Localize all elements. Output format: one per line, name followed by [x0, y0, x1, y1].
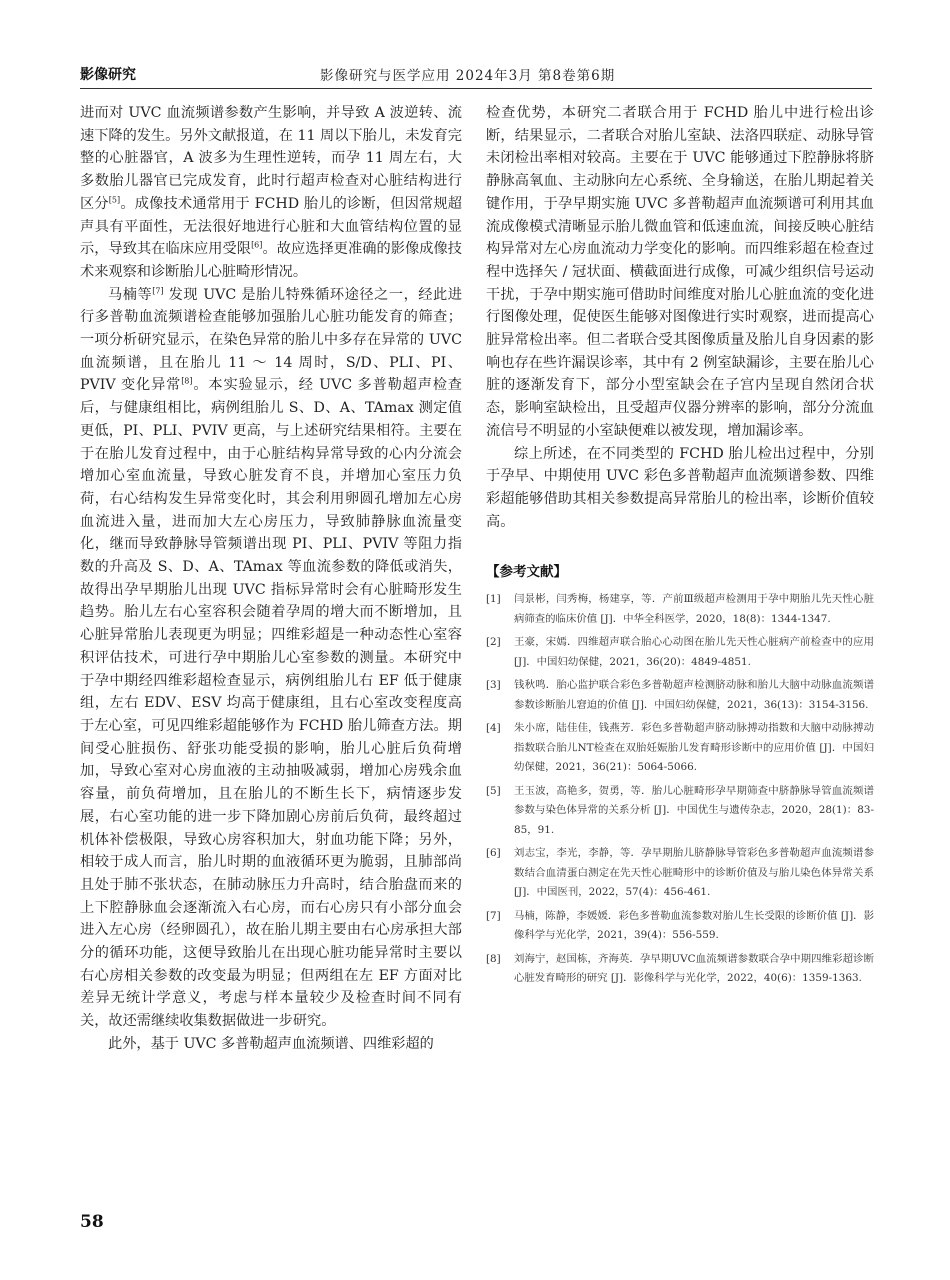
- paragraph: [80, 102, 462, 284]
- reference-text: 朱小席，陆佳佳，钱燕芳．彩色多普勒超声脐动脉搏动指数和大脑中动脉搏动指数联合胎儿NT检查在双胎妊娠胎儿发育畸形诊断中的应用价值 [J]．中国妇幼保健，2021，36(21)：5064-5066.: [514, 722, 874, 774]
- paragraph-text: 进而对 UVC 血流频谱参数产生影响，并导致 A 波逆转、流速下降的发生。另外文献报道，在 11 周以下胎儿，未发育完整的心脏器官，A 波多为生理性逆转，而孕 11 周左右，大多数胎儿器官已完成发育，此时行超声检查对心脏结构进行区分: [80, 105, 462, 212]
- paragraph: 此外，基于 UVC 多普勒超声血流频谱、四维彩超的: [108, 1035, 434, 1052]
- reference-number: [4]: [486, 722, 501, 735]
- paragraph-text: 。故应选择更准确的影像成像技术来观察和诊断胎儿心脏畸形情况。: [80, 241, 462, 280]
- paragraph: 检查优势，本研究二者联合用于 FCHD 胎儿中进行检出诊断，结果显示，二者联合对胎儿室缺、法洛四联症、动脉导管未闭检出率相对较高。主要在于 UVC 能够通过下腔静脉将脐静脉高氧血、主动脉向左心系统、全身输送，在胎儿期起着关键作用，于孕早期实施 UVC 多普勒超声血流频谱可利用其血流成像模式清晰显示胎儿微血管和低速血流，间接反映心脏结构异常对左心房血流动力学变化的影响。而四维彩超在检查过程中选择矢 / 冠状面、横截面进行成像，可减少组织信号运动干扰，于孕中期实施可借助时间维度对胎儿心脏血流的变化进行图像处理，促使医生能够对图像进行实时观察，进而提高心脏异常检出率。但二者联合受其图像质量及胎儿自身因素的影响也存在些许漏误诊率，其中有 2 例室缺漏诊，主要在胎儿心脏的逐渐发育下，部分小型室缺会在子宫内呈现自然闭合状态，影响室缺检出，且受超声仪器分辨率的影响，部分分流血流信号不明显的小室缺便难以被发现，增加漏诊率。: [486, 105, 874, 439]
- paragraph-text: 。本实验显示，经 UVC 多普勒超声检查后，与健康组相比，病例组胎儿 S、D、A、TAmax 测定值更低，PI、PLI、PVIV 更高，与上述研究结果相符。主要在于在胎儿发育过程中，由于心脏结构异常导致的心内分流会增加心室血流量，导致心脏发育不良，并增加心室压力负荷，右心结构发生异常变化时，其会利用卵圆孔增加左心房血流进入量，进而加大左心房压力，导致肺静脉血流量变化，继而导致静脉导管频谱出现 PI、PLI、PVIV 等阻力指数的升高及 S、D、A、TAmax 等血流参数的降低或消失，故得出孕早期胎儿出现 UVC 指标异常时会有心脏畸形发生趋势。胎儿左右心室容积会随着孕周的增大而不断增加，且心脏异常胎儿表现更为明显；四维彩超是一种动态性心室容积评估技术，可进行孕中期胎儿心室参数的测量。本研究中于孕中期经四维彩超检查显示，病例组胎儿右 EF 低于健康组，左右 EDV、ESV 均高于健康组，且右心室改变程度高于左心室，可见四维彩超能够作为 FCHD 胎儿筛查方法。期间受心脏损伤、舒张功能受损的影响，胎儿心脏后负荷增加，导致心室对心房血液的主动抽吸减弱，增加心房残余血容量，前负荷增加，且在胎儿的不断生长下，病情逐步发展，右心室功能的进一步下降加剧心房前后负荷，最终超过机体补偿极限，导致心房容积加大，射血功能下降；另外，相较于成人而言，胎儿时期的血液循环更为脆弱，且肺部尚且处于肺不张状态，在肺动脉压力升高时，结合胎盘而来的上下腔静脉血会逐渐流入右心房，而右心房只有小部分血会进入左心房（经卵圆孔），故在胎儿期主要由右心房承担大部分的循环功能，这便导致胎儿在出现心脏功能异常时主要以右心房相关参数的改变最为明显；但两组在左 EF 方面对比差异无统计学意义，考虑与样本量较少及检查时间不同有关，故还需继续收集数据做进一步研究。: [80, 377, 462, 1030]
- reference-item: [486, 782, 874, 841]
- reference-list: [486, 590, 874, 989]
- reference-text: 刘志宝，李光，李静，等．孕早期胎儿脐静脉导管彩色多普勒超声血流频谱参数结合血清蛋白测定在先天性心脏畸形中的诊断价值及与胎儿染色体异常关系 [J]．中国医刊，2022，57(4)：456-461.: [514, 847, 874, 899]
- reference-number: [8]: [486, 952, 501, 965]
- paragraph: 综上所述，在不同类型的 FCHD 胎儿检出过程中，分别于孕早、中期使用 UVC 彩色多普勒超声血流频谱参数、四维彩超能够借助其相关参数提高异常胎儿的检出率，诊断价值较高。: [486, 445, 874, 530]
- reference-item: [486, 676, 874, 715]
- left-column: [80, 102, 462, 1056]
- paragraph-text: 。成像技术通常用于 FCHD 胎儿的诊断，但因常规超声具有平面性，无法很好地进行心脏和大血管结构位置的显示，导致其在临床应用受限: [80, 195, 462, 258]
- citation: [7]: [152, 285, 164, 295]
- right-column: [486, 102, 874, 993]
- paragraph: [80, 284, 462, 1033]
- citation: [5]: [108, 195, 121, 205]
- reference-item: [486, 590, 874, 629]
- reference-text: 闫景彬，闫秀梅，杨建享，等．产前Ⅲ级超声检测用于孕中期胎儿先天性心脏病筛查的临床价值 [J]．中华全科医学，2020，18(8)：1344-1347.: [514, 593, 874, 625]
- journal-section-title: 影像研究: [80, 67, 136, 83]
- citation: [8]: [181, 376, 193, 386]
- reference-item: [486, 633, 874, 672]
- reference-text: 刘海宁，赵国栋，齐海英．孕早期UVC血流频谱参数联合孕中期四维彩超诊断心脏发育畸形的研究 [J]．影像科学与光化学，2022，40(6)：1359-1363.: [514, 952, 874, 985]
- citation: [6]: [251, 240, 263, 250]
- reference-number: [2]: [486, 636, 501, 649]
- reference-text: 钱秋鸣．胎心监护联合彩色多普勒超声检测脐动脉和胎儿大脑中动脉血流频谱参数诊断胎儿窘迫的价值 [J]．中国妇幼保健，2021，36(13)：3154-3156.: [514, 679, 874, 711]
- page-number: 58: [80, 1212, 104, 1232]
- reference-text: 王豪，宋嫣．四维超声联合胎心心动图在胎儿先天性心脏病产前检查中的应用 [J]．中国妇幼保健，2021，36(20)：4849-4851.: [514, 636, 874, 668]
- reference-item: [486, 844, 874, 903]
- reference-text: 王玉波，高艳多，贺勇，等．胎儿心脏畸形孕早期筛查中脐静脉导管血流频谱参数与染色体异常的关系分析 [J]．中国优生与遗传杂志，2020，28(1)：83-85，91.: [514, 784, 874, 836]
- reference-item: [486, 950, 874, 989]
- reference-number: [6]: [486, 847, 501, 860]
- reference-item: [486, 719, 874, 778]
- running-header: [80, 58, 872, 89]
- references-heading: 【参考文献】: [486, 564, 567, 581]
- journal-issue-info: 影像研究与医学应用 2024年3月 第8卷第6期: [320, 68, 616, 84]
- reference-number: [1]: [486, 593, 501, 606]
- reference-number: [5]: [486, 784, 501, 797]
- reference-item: [486, 907, 874, 946]
- paragraph-text: 发现 UVC 是胎儿特殊循环途径之一，经此进行多普勒血流频谱检查能够加强胎儿心脏功能发育的筛查；一项分析研究显示，在染色异常的胎儿中多存在异常的 UVC 血流频谱，且在胎儿 11 ～ 14 周时，S/D、PLI、PI、PVIV 变化异常: [80, 286, 462, 394]
- reference-number: [7]: [486, 909, 501, 922]
- reference-text: 马楠，陈静，李媛媛．彩色多普勒血流参数对胎儿生长受限的诊断价值 [J]．影像科学与光化学，2021，39(4)：556-559.: [514, 909, 874, 942]
- reference-number: [3]: [486, 679, 501, 692]
- paragraph-text: 马楠等: [108, 286, 153, 303]
